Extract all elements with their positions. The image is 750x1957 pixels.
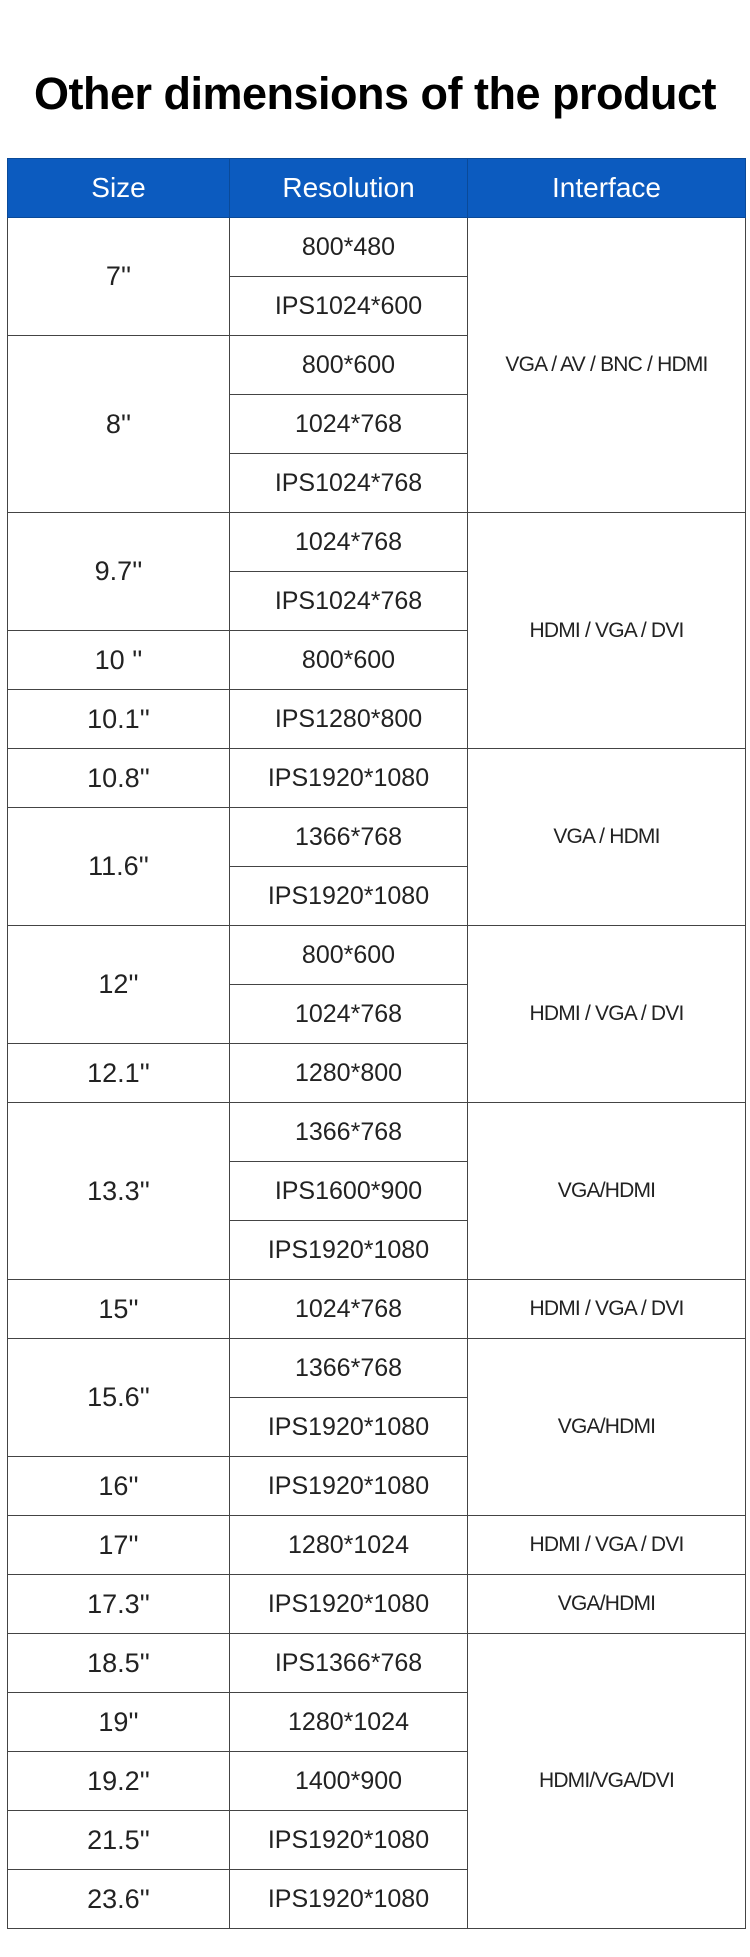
size-cell: 10.1'' bbox=[8, 690, 230, 749]
resolution-cell: IPS1920*1080 bbox=[230, 867, 468, 926]
resolution-cell: 1280*1024 bbox=[230, 1693, 468, 1752]
resolution-cell: IPS1600*900 bbox=[230, 1162, 468, 1221]
interface-cell: HDMI/VGA/DVI bbox=[468, 1634, 746, 1929]
table-row bbox=[8, 218, 746, 277]
resolution-cell: IPS1920*1080 bbox=[230, 1870, 468, 1929]
resolution-cell: IPS1024*768 bbox=[230, 572, 468, 631]
table-row bbox=[8, 1103, 746, 1162]
size-cell: 21.5'' bbox=[8, 1811, 230, 1870]
table-row bbox=[8, 513, 746, 572]
interface-cell: HDMI / VGA / DVI bbox=[468, 926, 746, 1103]
resolution-cell: 1024*768 bbox=[230, 985, 468, 1044]
table-row bbox=[8, 1516, 746, 1575]
resolution-cell: 1024*768 bbox=[230, 395, 468, 454]
resolution-cell: 1366*768 bbox=[230, 1103, 468, 1162]
size-cell: 15'' bbox=[8, 1280, 230, 1339]
interface-cell: VGA/HDMI bbox=[468, 1339, 746, 1516]
resolution-cell: 1280*800 bbox=[230, 1044, 468, 1103]
size-cell: 19.2'' bbox=[8, 1752, 230, 1811]
table-row bbox=[8, 1339, 746, 1398]
resolution-cell: IPS1920*1080 bbox=[230, 1575, 468, 1634]
header-interface: Interface bbox=[468, 159, 746, 218]
interface-cell: HDMI / VGA / DVI bbox=[468, 513, 746, 749]
interface-cell: HDMI / VGA / DVI bbox=[468, 1280, 746, 1339]
size-cell: 9.7'' bbox=[8, 513, 230, 631]
size-cell: 23.6'' bbox=[8, 1870, 230, 1929]
resolution-cell: 1366*768 bbox=[230, 1339, 468, 1398]
size-cell: 15.6'' bbox=[8, 1339, 230, 1457]
header-resolution: Resolution bbox=[230, 159, 468, 218]
resolution-cell: IPS1920*1080 bbox=[230, 1221, 468, 1280]
size-cell: 17.3'' bbox=[8, 1575, 230, 1634]
table-row bbox=[8, 1634, 746, 1693]
size-cell: 10 '' bbox=[8, 631, 230, 690]
resolution-cell: IPS1366*768 bbox=[230, 1634, 468, 1693]
interface-cell: VGA / HDMI bbox=[468, 749, 746, 926]
size-cell: 8'' bbox=[8, 336, 230, 513]
size-cell: 12'' bbox=[8, 926, 230, 1044]
header-size: Size bbox=[8, 159, 230, 218]
resolution-cell: IPS1920*1080 bbox=[230, 749, 468, 808]
size-cell: 16'' bbox=[8, 1457, 230, 1516]
resolution-cell: 1024*768 bbox=[230, 1280, 468, 1339]
resolution-cell: 800*600 bbox=[230, 336, 468, 395]
resolution-cell: 800*600 bbox=[230, 631, 468, 690]
resolution-cell: IPS1024*768 bbox=[230, 454, 468, 513]
page-title: Other dimensions of the product bbox=[33, 68, 717, 119]
resolution-cell: 1280*1024 bbox=[230, 1516, 468, 1575]
size-cell: 17'' bbox=[8, 1516, 230, 1575]
resolution-cell: IPS1024*600 bbox=[230, 277, 468, 336]
resolution-cell: 800*480 bbox=[230, 218, 468, 277]
interface-cell: VGA / AV / BNC / HDMI bbox=[468, 218, 746, 513]
table-row bbox=[8, 1575, 746, 1634]
size-cell: 10.8'' bbox=[8, 749, 230, 808]
size-cell: 13.3'' bbox=[8, 1103, 230, 1280]
resolution-cell: 1366*768 bbox=[230, 808, 468, 867]
table-row bbox=[8, 749, 746, 808]
interface-cell: VGA/HDMI bbox=[468, 1575, 746, 1634]
resolution-cell: IPS1920*1080 bbox=[230, 1811, 468, 1870]
size-cell: 7'' bbox=[8, 218, 230, 336]
resolution-cell: IPS1280*800 bbox=[230, 690, 468, 749]
spec-table bbox=[7, 158, 746, 1929]
table-header-row bbox=[8, 159, 746, 218]
resolution-cell: 1400*900 bbox=[230, 1752, 468, 1811]
resolution-cell: 800*600 bbox=[230, 926, 468, 985]
table-row bbox=[8, 926, 746, 985]
table-row bbox=[8, 1280, 746, 1339]
interface-cell: VGA/HDMI bbox=[468, 1103, 746, 1280]
size-cell: 19'' bbox=[8, 1693, 230, 1752]
resolution-cell: IPS1920*1080 bbox=[230, 1398, 468, 1457]
size-cell: 18.5'' bbox=[8, 1634, 230, 1693]
resolution-cell: IPS1920*1080 bbox=[230, 1457, 468, 1516]
resolution-cell: 1024*768 bbox=[230, 513, 468, 572]
interface-cell: HDMI / VGA / DVI bbox=[468, 1516, 746, 1575]
size-cell: 12.1'' bbox=[8, 1044, 230, 1103]
size-cell: 11.6'' bbox=[8, 808, 230, 926]
